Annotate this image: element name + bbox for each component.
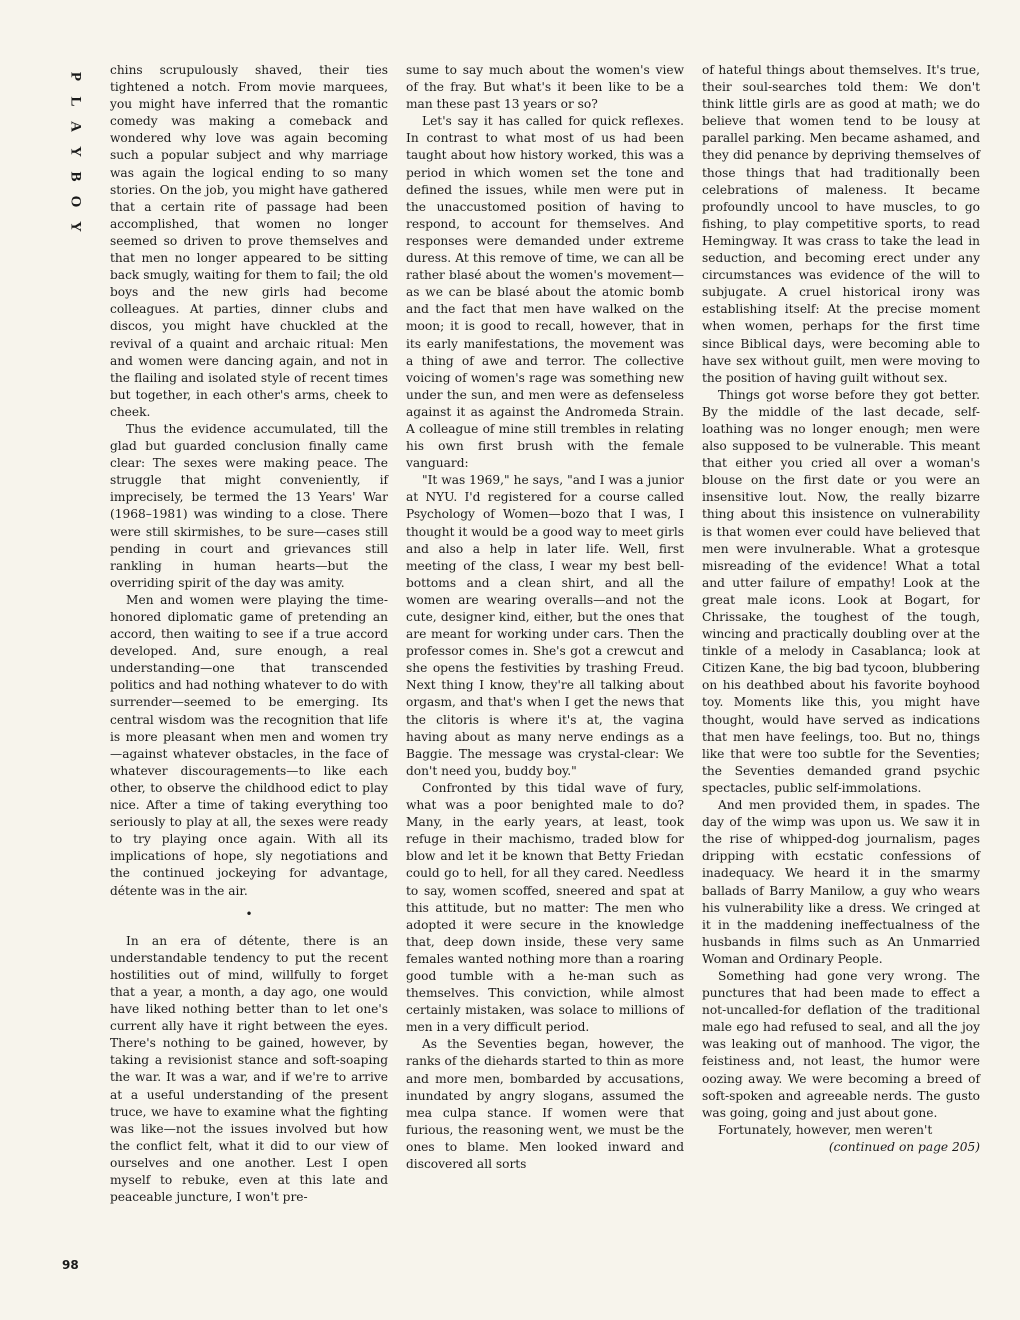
text-column-3 (702, 62, 980, 1156)
title-letter: O (67, 195, 84, 208)
text-column-2 (406, 62, 684, 1173)
paragraph: "It was 1969," he says, "and I was a junior at NYU. I'd registered for a course called Psychology of Women—bozo that I was, I thought it would be a good way to meet girls and also a help in later life. Well, first meeting of the class, I wear my best bell-bottoms and a clean shirt, and all the women are wearing overalls—and not the cute, designer kind, either, but the ones that are meant for working under cars. Then the professor comes in. She's got a crewcut and she opens the festivities by trashing Freud. Next thing I know, they're all talking about orgasm, and that's when I get the news that the clitoris is where it's at, the vagina having about as many nerve endings as a Baggie. The message was crystal-clear: We don't need you, buddy boy." (406, 473, 684, 778)
paragraph: As the Seventies began, however, the ranks of the diehards started to thin as more and more men, bombarded by accusations, inundated by angry slogans, assumed the mea culpa stance. If women were that furious, the reasoning went, we must be the ones to blame. Men looked inward and discovered all sorts (406, 1037, 684, 1171)
title-letter: B (67, 171, 84, 182)
paragraph: Thus the evidence accumulated, till the glad but guarded conclusion finally came clear: The sexes were making peace. The struggle that might conveniently, if imprecisely, be termed the 13 Years' War (1968–1981) was winding to a close. There were still skirmishes, to be sure—cases still pending in court and grievances still rankling in human hearts—but the overriding spirit of the day was amity. (110, 421, 388, 590)
paragraph: of hateful things about themselves. It's true, their soul-searches told them: We don't think little girls are as good at math; we do believe that women tend to be lousy at parallel parking. Men became ashamed, and they did penance by depriving themselves of those things that had traditionally been celebrations of maleness. It became profoundly uncool to have muscles, to go fishing, to play competitive sports, to read Hemingway. It was crass to take the lead in seduction, and becoming erect under any circumstances was evidence of the will to subjugate. A cruel historical irony was establishing itself: At the precise moment when women, perhaps for the first time since Biblical days, were becoming able to have sex without guilt, men were moving to the position of having guilt without sex. (702, 63, 980, 385)
paragraph: Let's say it has called for quick reflexes. In contrast to what most of us had been taught about how history worked, this was a period in which women set the tone and defined the issues, while men were put in the unaccustomed position of having to respond, to account for themselves. And responses were demanded under extreme duress. At this remove of time, we can all be rather blasé about the women's movement—as we can be blasé about the atomic bomb and the fact that men have walked on the moon; it is good to recall, however, that in its early manifestations, the movement was a thing of awe and terror. The collective voicing of women's rage was something new under the sun, and men were as defenseless against it as against the Andromeda Strain. A colleague of mine still trembles in relating his own first brush with the female vanguard: (406, 114, 684, 471)
title-letter: P (67, 71, 84, 82)
paragraph: sume to say much about the women's view of the fray. But what's it been like to be a man these past 13 years or so? (406, 63, 684, 112)
paragraph: And men provided them, in spades. The day of the wimp was upon us. We saw it in the rise of whipped-dog journalism, pages dripping with ecstatic confessions of inadequacy. We heard it in the smarmy ballads of Barry Manilow, a guy who wears his vulnerability like a dress. We cringed at it in the maddening ineffectualness of the husbands in films such as An Unmarried Woman and Ordinary People. (702, 798, 980, 966)
section-break-bullet: • (245, 906, 253, 921)
paragraph: Things got worse before they got better. By the middle of the last decade, self-loathing was no longer enough; men were also supposed to be vulnerable. This meant that either you cried all over a woman's blouse on the first date or you were an insensitive lout. Now, the really bizarre thing about this insistence on vulnerability is that women ever could have believed that men were invulnerable. What a grotesque misreading of the evidence! What a total and utter failure of empathy! Look at the great male icons. Look at Bogart, for Chrissake, the toughest of the tough, wincing and practically doubling over at the tinkle of a melody in Casablanca; look at Citizen Kane, the big bad tycoon, blubbering on his deathbed about his favorite boyhood toy. Moments like this, you might have thought, would have served as indications that men have feelings, too. But no, things like that were too subtle for the Seventies; the Seventies demanded grand psychic spectacles, public self-immolations. (702, 387, 980, 795)
title-letter: A (67, 121, 84, 132)
title-letter: Y (67, 221, 84, 232)
paragraph: Confronted by this tidal wave of fury, what was a poor benighted male to do? Many, in the early years, at least, took refuge in their machismo, traded blow for blow and let it be known that Betty Friedan could go to hell, for all they cared. Needless to say, women scoffed, sneered and spat at this attitude, but no matter: The men who adopted it were secure in the knowledge that, deep down inside, these very same females wanted nothing more than a roaring good tumble with a he-man such as themselves. This conviction, while almost certainly mistaken, was solace to millions of men in a very difficult period. (406, 780, 684, 1035)
paragraph: In an era of détente, there is an understandable tendency to put the recent hostilities out of mind, willfully to forget that a year, a month, a day ago, one would have liked nothing better than to let one's current ally have it right between the eyes. There's nothing to be gained, however, by taking a revisionist stance and soft-soaping the war. It was a war, and if we're to arrive at a useful understanding of the present truce, we have to examine what the fighting was like—not the issues involved but how the conflict felt, what it did to our view of ourselves and one another. Lest I open myself to rebuke, even at this late and peaceable juncture, I won't pre- (110, 933, 388, 1205)
paragraph: chins scrupulously shaved, their ties tightened a notch. From movie marquees, you might have inferred that the romantic comedy was making a comeback and wondered why love was again becoming such a popular subject and why marriage was again the logical ending to so many stories. On the job, you might have gathered that a certain rite of passage had been accomplished, that women no longer seemed so driven to prove themselves and that men no longer appeared to be sitting back smugly, waiting for them to fail; the old boys and the new girls had become colleagues. At parties, dinner clubs and discos, you might have chuckled at the revival of a quaint and archaic ritual: Men and women were dancing again, and not in the flailing and isolated style of recent times but together, in each other's arms, cheek to cheek. (110, 63, 388, 419)
paragraph: Men and women were playing the time-honored diplomatic game of pretending an accord, then waiting to see if a true accord developed. And, sure enough, a real understanding—one that transcended politics and had nothing whatever to do with surrender—seemed to be emerging. Its central wisdom was the recognition that life is more pleasant when men and women try—against whatever obstacles, in the face of whatever discouragements—to like each other, to observe the childhood edict to play nice. After a time of taking everything too seriously to play at all, the sexes were ready to try playing once again. With all its implications of hope, sly negotiations and the continued jockeying for advantage, détente was in the air. (110, 592, 388, 898)
magazine-title-vertical (64, 64, 86, 239)
title-letter: Y (67, 146, 84, 157)
paragraph: Fortunately, however, men weren't (718, 1122, 933, 1137)
paragraph: Something had gone very wrong. The punctures that had been made to effect a not-uncalled-for deflation of the traditional male ego had refused to seal, and all the joy was leaking out of manhood. The vigor, the feistiness and, not least, the humor were oozing away. We were becoming a breed of soft-spoken and agreeable nerds. The gusto was going, going and just about gone. (702, 968, 980, 1120)
continued-note: (continued on page 205) (828, 1139, 980, 1154)
title-letter: L (67, 96, 84, 107)
text-column-1 (110, 62, 388, 1206)
page-number: 98 (62, 1258, 79, 1272)
